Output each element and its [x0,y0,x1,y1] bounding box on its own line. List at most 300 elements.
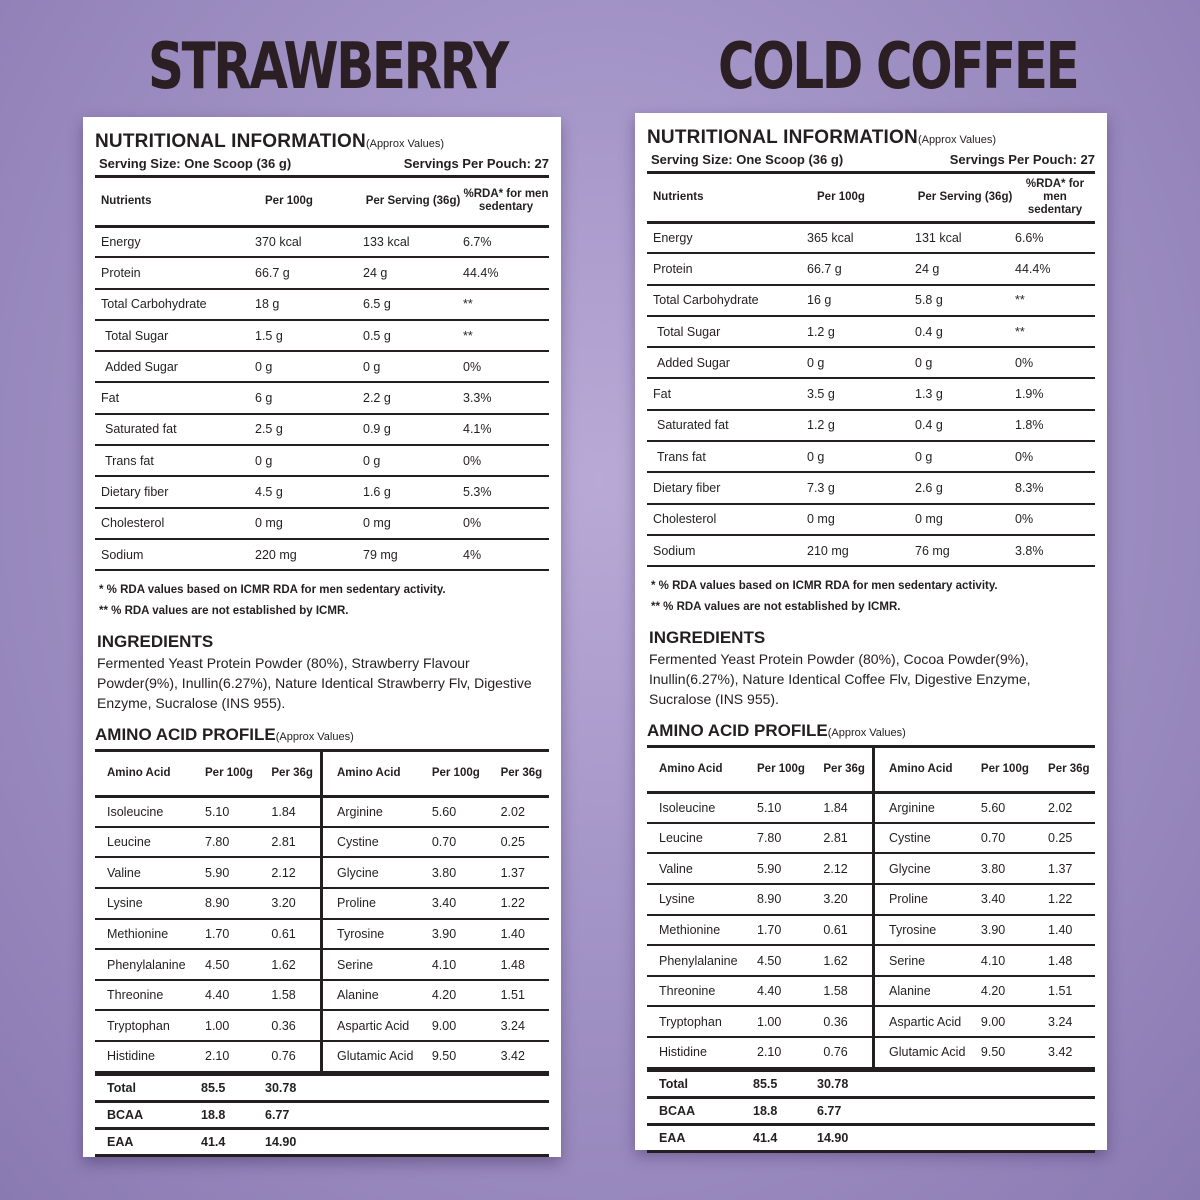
nutrient-value: 0.4 g [915,410,1015,441]
nutrition-row [647,378,1095,409]
nutrient-name: Fat [647,378,807,409]
amino-acid-name: Isoleucine [647,792,757,823]
amino-acid-name: Leucine [647,823,757,854]
total-value: 18.8 [753,1097,817,1124]
nutrient-value: 6 g [255,382,363,413]
nutrient-value: 44.4% [463,257,549,288]
total-value: 6.77 [817,1097,1095,1124]
amino-row [95,949,322,980]
amino-acid-name: Phenylalanine [647,945,757,976]
nutrition-row [647,472,1095,503]
amino-row [875,1006,1095,1037]
nutrient-name: Protein [647,253,807,284]
nutrient-value: 5.3% [463,476,549,507]
amino-acid-name: Leucine [95,827,205,858]
nutrient-value: 0% [463,351,549,382]
nutrient-value: 210 mg [807,535,915,566]
nutrient-value: 0 mg [255,508,363,539]
nutrient-value: 365 kcal [807,222,915,253]
amino-acid-value: 0.36 [817,1006,873,1037]
nutrition-row [95,508,549,539]
amino-table-left [647,748,875,1068]
nutrient-value: 4.5 g [255,476,363,507]
total-label: EAA [647,1124,753,1151]
amino-acid-name: Cystine [875,823,981,854]
amino-acid-name: Glycine [875,853,981,884]
amino-heading-text: AMINO ACID PROFILE [647,721,828,741]
amino-acid-value: 3.40 [981,884,1042,915]
amino-acid-value: 4.10 [981,945,1042,976]
amino-row [323,1041,549,1072]
nutrition-row [647,316,1095,347]
amino-row [323,949,549,980]
nutrient-name: Dietary fiber [95,476,255,507]
nutrient-value: 0 g [915,441,1015,472]
nutrient-value: 8.3% [1015,472,1095,503]
amino-total-row [95,1128,549,1155]
nutrient-value: 3.5 g [807,378,915,409]
nutrition-row [95,351,549,382]
amino-acid-value: 4.20 [981,976,1042,1007]
nutrient-name: Total Carbohydrate [95,289,255,320]
amino-acid-value: 5.10 [757,792,817,823]
amino-acid-name: Histidine [95,1041,205,1072]
nutrition-table [647,174,1095,567]
nutrition-row [647,222,1095,253]
amino-acid-name: Tyrosine [323,919,432,950]
amino-row [95,1010,322,1041]
total-value: 14.90 [265,1128,549,1155]
amino-column-header: Per 100g [205,752,265,796]
nutrient-value: 4% [463,539,549,570]
nutrient-name: Added Sugar [95,351,255,382]
total-label: BCAA [647,1097,753,1124]
amino-heading [647,721,1095,741]
amino-acid-name: Tryptophan [647,1006,757,1037]
nutrient-value: 0% [463,508,549,539]
amino-acid-value: 3.80 [981,853,1042,884]
nutrient-value: 66.7 g [807,253,915,284]
nutrition-column-header: Per Serving (36g) [915,174,1015,222]
nutrient-name: Trans fat [95,445,255,476]
nutrition-heading-text: NUTRITIONAL INFORMATION [647,127,918,148]
total-value: 14.90 [817,1124,1095,1151]
amino-row [875,915,1095,946]
nutrient-name: Added Sugar [647,347,807,378]
nutrition-row [647,410,1095,441]
nutrition-column-header: %RDA* for men sedentary [463,178,549,226]
nutrient-value: 0 g [255,445,363,476]
nutrient-value: 44.4% [1015,253,1095,284]
amino-acid-value: 0.70 [981,823,1042,854]
amino-acid-value: 1.58 [265,980,321,1011]
serving-size: Serving Size: One Scoop (36 g) [651,152,844,167]
serving-info [95,156,549,178]
nutrient-value: 0 g [807,347,915,378]
total-label: EAA [95,1128,201,1155]
flavor-title-cold-coffee: COLD COFFEE [718,30,1078,104]
nutrient-value: 66.7 g [255,257,363,288]
amino-acid-value: 5.90 [205,857,265,888]
amino-acid-name: Glycine [323,857,432,888]
nutrition-column-header: Nutrients [647,174,807,222]
amino-row [647,823,874,854]
amino-column-header: Per 100g [757,748,817,792]
ingredients-text: Fermented Yeast Protein Powder (80%), Cocoa Powder(9%), Inullin(6.27%), Nature Identical Coffee Flv, Digestive Enzyme, Sucralose (INS 955). [649,651,1031,708]
amino-acid-name: Serine [875,945,981,976]
nutrient-value: 1.2 g [807,316,915,347]
amino-acid-value: 4.40 [757,976,817,1007]
amino-acid-value: 4.20 [432,980,495,1011]
nutrition-row [95,320,549,351]
amino-acid-value: 4.10 [432,949,495,980]
ingredients-heading: INGREDIENTS [97,632,214,652]
nutrient-value: 0 g [807,441,915,472]
nutrition-header-row [647,174,1095,222]
nutrient-value: 5.8 g [915,285,1015,316]
nutrient-name: Total Carbohydrate [647,285,807,316]
servings-per-pouch: Servings Per Pouch: 27 [403,156,549,171]
amino-acid-value: 1.48 [1042,945,1095,976]
nutrition-column-header: Per 100g [255,178,363,226]
amino-column-header: Amino Acid [323,752,432,796]
amino-acid-value: 3.24 [1042,1006,1095,1037]
amino-table-left [95,752,323,1072]
amino-acid-value: 0.76 [265,1041,321,1072]
footnote-not-established: ** % RDA values are not established by ICMR. [651,601,901,614]
nutrient-name: Sodium [95,539,255,570]
nutrient-value: 18 g [255,289,363,320]
nutrition-column-header: %RDA* for men sedentary [1015,174,1095,222]
amino-acid-value: 0.76 [817,1037,873,1068]
amino-row [95,1041,322,1072]
amino-row [647,884,874,915]
ingredients-text: Fermented Yeast Protein Powder (80%), Strawberry Flavour Powder(9%), Inullin(6.27%), Nature Identical Strawberry Flv, Digestive Enzyme, Sucralose (INS 955). [97,655,532,712]
amino-row [95,827,322,858]
nutrient-value: 24 g [363,257,463,288]
amino-acid-value: 2.02 [1042,792,1095,823]
amino-row [323,857,549,888]
amino-column-header: Per 36g [1042,748,1095,792]
footnote-rda: * % RDA values based on ICMR RDA for men sedentary activity. [651,580,998,593]
nutrient-value: 0 g [363,351,463,382]
nutrition-row [95,476,549,507]
amino-row [647,976,874,1007]
nutrient-value: 0 mg [915,504,1015,535]
amino-acid-value: 2.12 [817,853,873,884]
amino-acid-value: 9.00 [432,1010,495,1041]
footnotes [95,580,549,622]
nutrition-column-header: Nutrients [95,178,255,226]
nutrient-name: Protein [95,257,255,288]
amino-acid-value: 1.40 [1042,915,1095,946]
amino-acid-name: Methionine [647,915,757,946]
amino-acid-value: 9.50 [432,1041,495,1072]
amino-acid-value: 3.80 [432,857,495,888]
nutrient-value: 1.9% [1015,378,1095,409]
amino-acid-name: Alanine [875,976,981,1007]
amino-acid-value: 1.37 [495,857,549,888]
amino-acid-name: Proline [323,888,432,919]
amino-acid-value: 1.84 [265,796,321,827]
flavor-title-strawberry: STRAWBERRY [148,30,507,104]
amino-acid-value: 1.84 [817,792,873,823]
nutrient-value: 0% [1015,347,1095,378]
amino-acid-name: Proline [875,884,981,915]
amino-acid-value: 2.02 [495,796,549,827]
amino-acid-value: 7.80 [205,827,265,858]
nutrient-value: ** [1015,316,1095,347]
amino-acid-value: 4.50 [757,945,817,976]
nutrient-value: 1.2 g [807,410,915,441]
amino-row [875,792,1095,823]
amino-acid-value: 3.20 [817,884,873,915]
nutrition-heading [95,131,549,153]
amino-acid-name: Glutamic Acid [323,1041,432,1072]
amino-acid-value: 1.22 [1042,884,1095,915]
amino-column-header: Per 36g [817,748,873,792]
total-value: 41.4 [753,1124,817,1151]
amino-row [95,857,322,888]
amino-acid-name: Aspartic Acid [323,1010,432,1041]
ingredients-heading: INGREDIENTS [649,628,766,648]
nutrient-value: 2.2 g [363,382,463,413]
footnote-not-established: ** % RDA values are not established by ICMR. [99,605,349,618]
amino-header-row [95,752,322,796]
total-value: 41.4 [201,1128,265,1155]
amino-column-header: Per 100g [432,752,495,796]
amino-acid-value: 1.22 [495,888,549,919]
amino-acid-value: 0.25 [495,827,549,858]
nutrient-value: 370 kcal [255,226,363,257]
amino-row [875,976,1095,1007]
amino-acid-value: 1.51 [495,980,549,1011]
amino-acid-value: 5.90 [757,853,817,884]
amino-row [323,980,549,1011]
amino-acid-name: Arginine [875,792,981,823]
nutrition-row [647,504,1095,535]
serving-size: Serving Size: One Scoop (36 g) [99,156,292,171]
amino-column-header: Amino Acid [875,748,981,792]
nutrient-value: 1.6 g [363,476,463,507]
amino-column-header: Amino Acid [95,752,205,796]
nutrient-value: 16 g [807,285,915,316]
total-value: 6.77 [265,1101,549,1128]
amino-acid-value: 9.00 [981,1006,1042,1037]
nutrient-value: ** [463,289,549,320]
amino-row [647,1037,874,1068]
nutrition-header-row [95,178,549,226]
amino-acid-value: 2.10 [757,1037,817,1068]
amino-acid-name: Valine [95,857,205,888]
total-value: 85.5 [201,1074,265,1101]
amino-acid-value: 8.90 [757,884,817,915]
total-label: BCAA [95,1101,201,1128]
nutrition-column-header: Per 100g [807,174,915,222]
footnotes [647,576,1095,618]
nutrient-name: Total Sugar [647,316,807,347]
amino-row [875,945,1095,976]
amino-acid-value: 2.12 [265,857,321,888]
amino-acid-name: Alanine [323,980,432,1011]
amino-total-row [95,1074,549,1101]
approx-values-note: (Approx Values) [365,138,444,150]
nutrition-heading [647,127,1095,149]
amino-total-row [647,1097,1095,1124]
amino-acid-name: Threonine [647,976,757,1007]
amino-acid-value: 3.40 [432,888,495,919]
amino-acid-value: 1.51 [1042,976,1095,1007]
amino-total-row [95,1101,549,1128]
amino-acid-value: 4.50 [205,949,265,980]
nutrient-value: 3.8% [1015,535,1095,566]
amino-acid-name: Histidine [647,1037,757,1068]
nutrient-value: 0.9 g [363,414,463,445]
amino-total-row [647,1124,1095,1151]
amino-acid-value: 1.70 [205,919,265,950]
nutrient-value: 4.1% [463,414,549,445]
amino-acid-name: Lysine [647,884,757,915]
amino-acid-name: Serine [323,949,432,980]
amino-acid-value: 1.48 [495,949,549,980]
amino-row [323,1010,549,1041]
amino-acid-tables [647,745,1095,1068]
amino-heading-text: AMINO ACID PROFILE [95,725,276,745]
nutrient-name: Cholesterol [647,504,807,535]
amino-row [95,796,322,827]
amino-acid-value: 3.24 [495,1010,549,1041]
nutrient-name: Trans fat [647,441,807,472]
total-value: 18.8 [201,1101,265,1128]
amino-acid-value: 3.20 [265,888,321,919]
amino-acid-value: 2.81 [265,827,321,858]
nutrient-value: 0 mg [363,508,463,539]
amino-row [647,915,874,946]
amino-acid-name: Lysine [95,888,205,919]
servings-per-pouch: Servings Per Pouch: 27 [949,152,1095,167]
total-label: Total [95,1074,201,1101]
amino-column-header: Per 36g [495,752,549,796]
amino-header-row [875,748,1095,792]
serving-info [647,152,1095,174]
label-panel-strawberry [83,117,561,1157]
amino-table-right [323,752,549,1072]
amino-row [323,827,549,858]
amino-column-header: Per 36g [265,752,321,796]
amino-row [95,888,322,919]
nutrient-value: 0% [463,445,549,476]
amino-acid-value: 1.37 [1042,853,1095,884]
amino-acid-tables [95,749,549,1072]
nutrient-name: Energy [647,222,807,253]
nutrient-value: 0.5 g [363,320,463,351]
nutrient-value: 3.3% [463,382,549,413]
amino-acid-name: Aspartic Acid [875,1006,981,1037]
amino-column-header: Per 100g [981,748,1042,792]
amino-row [875,823,1095,854]
amino-acid-value: 5.10 [205,796,265,827]
nutrient-value: 79 mg [363,539,463,570]
nutrient-value: 6.7% [463,226,549,257]
amino-totals-table [647,1069,1095,1153]
amino-acid-value: 0.61 [817,915,873,946]
nutrient-name: Cholesterol [95,508,255,539]
amino-column-header: Amino Acid [647,748,757,792]
amino-acid-value: 5.60 [981,792,1042,823]
nutrient-value: ** [1015,285,1095,316]
nutrient-value: 0% [1015,504,1095,535]
amino-acid-name: Arginine [323,796,432,827]
amino-table-right [875,748,1095,1068]
amino-row [95,919,322,950]
amino-acid-value: 2.10 [205,1041,265,1072]
amino-acid-name: Tryptophan [95,1010,205,1041]
nutrient-name: Saturated fat [647,410,807,441]
amino-acid-value: 9.50 [981,1037,1042,1068]
amino-row [647,853,874,884]
amino-acid-name: Methionine [95,919,205,950]
nutrient-value: 6.5 g [363,289,463,320]
amino-header-row [323,752,549,796]
amino-acid-value: 3.42 [1042,1037,1095,1068]
amino-total-row [647,1070,1095,1097]
amino-row [323,888,549,919]
nutrient-name: Fat [95,382,255,413]
amino-row [323,919,549,950]
nutrition-row [95,445,549,476]
amino-acid-value: 3.42 [495,1041,549,1072]
amino-row [875,1037,1095,1068]
nutrient-value: 1.3 g [915,378,1015,409]
amino-acid-value: 1.40 [495,919,549,950]
amino-row [647,945,874,976]
nutrient-value: 1.5 g [255,320,363,351]
nutrition-heading-text: NUTRITIONAL INFORMATION [95,131,366,152]
amino-acid-value: 0.61 [265,919,321,950]
nutrition-row [95,289,549,320]
amino-row [875,853,1095,884]
nutrient-value: 1.8% [1015,410,1095,441]
amino-acid-name: Isoleucine [95,796,205,827]
amino-acid-value: 0.36 [265,1010,321,1041]
nutrition-table [95,178,549,571]
amino-acid-value: 1.62 [265,949,321,980]
nutrient-value: 220 mg [255,539,363,570]
nutrient-name: Saturated fat [95,414,255,445]
nutrition-row [647,347,1095,378]
amino-row [95,980,322,1011]
amino-acid-value: 8.90 [205,888,265,919]
nutrient-value: 76 mg [915,535,1015,566]
amino-acid-value: 5.60 [432,796,495,827]
amino-acid-value: 7.80 [757,823,817,854]
nutrient-value: 0.4 g [915,316,1015,347]
amino-acid-name: Phenylalanine [95,949,205,980]
nutrition-row [95,257,549,288]
nutrient-value: 133 kcal [363,226,463,257]
total-value: 30.78 [817,1070,1095,1097]
label-panel-cold-coffee [635,113,1107,1150]
nutrient-name: Energy [95,226,255,257]
nutrition-column-header: Per Serving (36g) [363,178,463,226]
nutrient-value: 0 g [915,347,1015,378]
amino-totals-table [95,1073,549,1157]
amino-acid-value: 3.90 [432,919,495,950]
footnote-rda: * % RDA values based on ICMR RDA for men sedentary activity. [99,584,446,597]
nutrition-row [647,253,1095,284]
amino-acid-name: Cystine [323,827,432,858]
amino-acid-value: 2.81 [817,823,873,854]
